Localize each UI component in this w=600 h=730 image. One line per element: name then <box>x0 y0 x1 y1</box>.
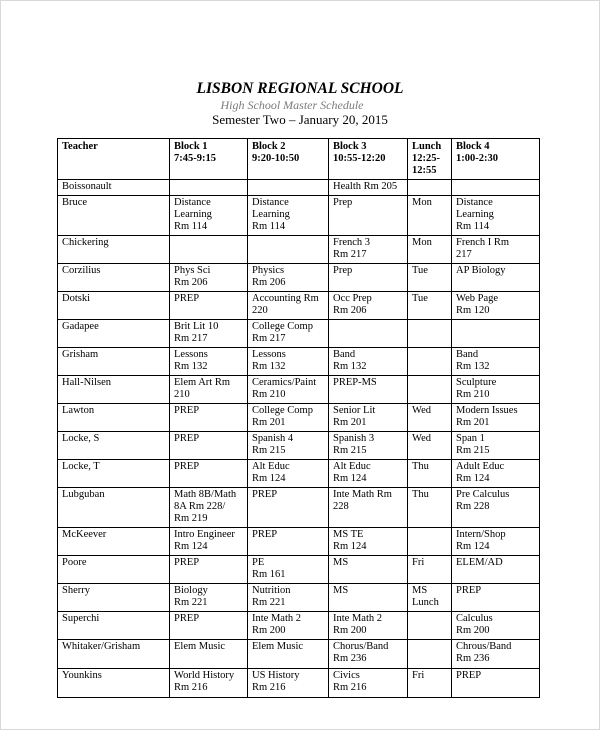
block-3-cell: French 3 Rm 217 <box>329 236 408 264</box>
block-1-cell: Brit Lit 10 Rm 217 <box>170 320 248 348</box>
col-header-lunch: Lunch 12:25- 12:55 <box>408 139 452 180</box>
block-2-cell: Accounting Rm 220 <box>248 292 329 320</box>
block-3-cell: Civics Rm 216 <box>329 669 408 698</box>
block-1-cell: Lessons Rm 132 <box>170 348 248 376</box>
block-4-cell: PREP <box>452 669 540 698</box>
teacher-cell: Dotski <box>58 292 170 320</box>
table-row <box>58 640 540 669</box>
lunch-cell <box>408 320 452 348</box>
block-4-cell: Adult Educ Rm 124 <box>452 460 540 488</box>
block-2-cell: US History Rm 216 <box>248 669 329 698</box>
teacher-cell: Hall-Nilsen <box>58 376 170 404</box>
table-row <box>58 556 540 584</box>
block-3-cell: Spanish 3 Rm 215 <box>329 432 408 460</box>
col-header-teacher: Teacher <box>58 139 170 180</box>
lunch-cell <box>408 612 452 640</box>
block-3-cell <box>329 320 408 348</box>
table-row <box>58 236 540 264</box>
teacher-cell: Poore <box>58 556 170 584</box>
block-2-cell: Inte Math 2 Rm 200 <box>248 612 329 640</box>
lunch-cell: Tue <box>408 264 452 292</box>
table-row <box>58 612 540 640</box>
block-2-cell <box>248 236 329 264</box>
block-1-cell: Phys Sci Rm 206 <box>170 264 248 292</box>
lunch-cell: Fri <box>408 556 452 584</box>
semester-line: Semester Two – January 20, 2015 <box>212 112 388 127</box>
table-row <box>58 488 540 528</box>
block-2-cell: PREP <box>248 488 329 528</box>
col-header-block-4: Block 4 1:00-2:30 <box>452 139 540 180</box>
col-header-block-3: Block 3 10:55-12:20 <box>329 139 408 180</box>
lunch-cell <box>408 180 452 196</box>
block-2-cell: PE Rm 161 <box>248 556 329 584</box>
col-header-block-1: Block 1 7:45-9:15 <box>170 139 248 180</box>
block-4-cell: Distance Learning Rm 114 <box>452 196 540 236</box>
block-4-cell <box>452 320 540 348</box>
block-4-cell: Chrous/Band Rm 236 <box>452 640 540 669</box>
block-1-cell: World History Rm 216 <box>170 669 248 698</box>
block-4-cell: Span 1 Rm 215 <box>452 432 540 460</box>
block-4-cell: French I Rm 217 <box>452 236 540 264</box>
col-header-block-2: Block 2 9:20-10:50 <box>248 139 329 180</box>
block-3-cell: Inte Math Rm 228 <box>329 488 408 528</box>
block-4-cell: Pre Calculus Rm 228 <box>452 488 540 528</box>
block-2-cell: Physics Rm 206 <box>248 264 329 292</box>
block-1-cell: Intro Engineer Rm 124 <box>170 528 248 556</box>
block-2-cell: Nutrition Rm 221 <box>248 584 329 612</box>
teacher-cell: Whitaker/Grisham <box>58 640 170 669</box>
block-3-cell: Alt Educ Rm 124 <box>329 460 408 488</box>
block-1-cell: Elem Art Rm 210 <box>170 376 248 404</box>
block-3-cell: Chorus/Band Rm 236 <box>329 640 408 669</box>
block-4-cell: Sculpture Rm 210 <box>452 376 540 404</box>
teacher-cell: Boissonault <box>58 180 170 196</box>
block-3-cell: PREP-MS <box>329 376 408 404</box>
lunch-cell: Thu <box>408 488 452 528</box>
table-row <box>58 292 540 320</box>
block-2-cell: College Comp Rm 217 <box>248 320 329 348</box>
teacher-cell: Locke, T <box>58 460 170 488</box>
teacher-cell: Younkins <box>58 669 170 698</box>
block-4-cell: AP Biology <box>452 264 540 292</box>
table-row <box>58 320 540 348</box>
lunch-cell: Mon <box>408 236 452 264</box>
block-2-cell: Distance Learning Rm 114 <box>248 196 329 236</box>
table-row <box>58 196 540 236</box>
table-row <box>58 376 540 404</box>
block-3-cell: MS <box>329 584 408 612</box>
block-1-cell: PREP <box>170 432 248 460</box>
block-2-cell: Alt Educ Rm 124 <box>248 460 329 488</box>
lunch-cell <box>408 640 452 669</box>
header-row <box>58 139 540 180</box>
schedule-subtitle: High School Master Schedule <box>220 98 364 112</box>
lunch-cell: Tue <box>408 292 452 320</box>
block-1-cell: PREP <box>170 556 248 584</box>
block-2-cell: Spanish 4 Rm 215 <box>248 432 329 460</box>
block-4-cell: Band Rm 132 <box>452 348 540 376</box>
block-4-cell <box>452 180 540 196</box>
block-3-cell: Prep <box>329 264 408 292</box>
teacher-cell: Sherry <box>58 584 170 612</box>
school-title: LISBON REGIONAL SCHOOL <box>196 80 404 97</box>
lunch-cell <box>408 348 452 376</box>
block-3-cell: Health Rm 205 <box>329 180 408 196</box>
block-3-cell: Occ Prep Rm 206 <box>329 292 408 320</box>
lunch-cell: Mon <box>408 196 452 236</box>
table-row <box>58 460 540 488</box>
block-3-cell: MS <box>329 556 408 584</box>
block-4-cell: Modern Issues Rm 201 <box>452 404 540 432</box>
lunch-cell <box>408 528 452 556</box>
table-row <box>58 669 540 698</box>
block-1-cell: PREP <box>170 404 248 432</box>
block-4-cell: Calculus Rm 200 <box>452 612 540 640</box>
block-2-cell <box>248 180 329 196</box>
block-1-cell: Math 8B/Math 8A Rm 228/ Rm 219 <box>170 488 248 528</box>
table-row <box>58 404 540 432</box>
block-3-cell: Prep <box>329 196 408 236</box>
lunch-cell: MS Lunch <box>408 584 452 612</box>
block-3-cell: MS TE Rm 124 <box>329 528 408 556</box>
block-1-cell: Biology Rm 221 <box>170 584 248 612</box>
block-3-cell: Inte Math 2 Rm 200 <box>329 612 408 640</box>
block-1-cell: Distance Learning Rm 114 <box>170 196 248 236</box>
table-row <box>58 584 540 612</box>
block-1-cell <box>170 236 248 264</box>
block-2-cell: Lessons Rm 132 <box>248 348 329 376</box>
block-2-cell: Ceramics/Paint Rm 210 <box>248 376 329 404</box>
teacher-cell: Grisham <box>58 348 170 376</box>
block-4-cell: Web Page Rm 120 <box>452 292 540 320</box>
block-3-cell: Band Rm 132 <box>329 348 408 376</box>
block-1-cell <box>170 180 248 196</box>
teacher-cell: Lubguban <box>58 488 170 528</box>
teacher-cell: Corzilius <box>58 264 170 292</box>
block-1-cell: PREP <box>170 460 248 488</box>
block-1-cell: PREP <box>170 612 248 640</box>
table-row <box>58 432 540 460</box>
lunch-cell: Thu <box>408 460 452 488</box>
teacher-cell: Chickering <box>58 236 170 264</box>
teacher-cell: Locke, S <box>58 432 170 460</box>
block-1-cell: PREP <box>170 292 248 320</box>
teacher-cell: Bruce <box>58 196 170 236</box>
block-4-cell: Intern/Shop Rm 124 <box>452 528 540 556</box>
block-2-cell: College Comp Rm 201 <box>248 404 329 432</box>
lunch-cell <box>408 376 452 404</box>
block-3-cell: Senior Lit Rm 201 <box>329 404 408 432</box>
teacher-cell: McKeever <box>58 528 170 556</box>
table-row <box>58 528 540 556</box>
block-1-cell: Elem Music <box>170 640 248 669</box>
teacher-cell: Superchi <box>58 612 170 640</box>
table-row <box>58 264 540 292</box>
lunch-cell: Wed <box>408 404 452 432</box>
block-4-cell: ELEM/AD <box>452 556 540 584</box>
block-2-cell: Elem Music <box>248 640 329 669</box>
table-row <box>58 348 540 376</box>
block-4-cell: PREP <box>452 584 540 612</box>
lunch-cell: Fri <box>408 669 452 698</box>
table-row <box>58 180 540 196</box>
master-schedule-table <box>57 138 540 698</box>
block-2-cell: PREP <box>248 528 329 556</box>
teacher-cell: Gadapee <box>58 320 170 348</box>
teacher-cell: Lawton <box>58 404 170 432</box>
lunch-cell: Wed <box>408 432 452 460</box>
